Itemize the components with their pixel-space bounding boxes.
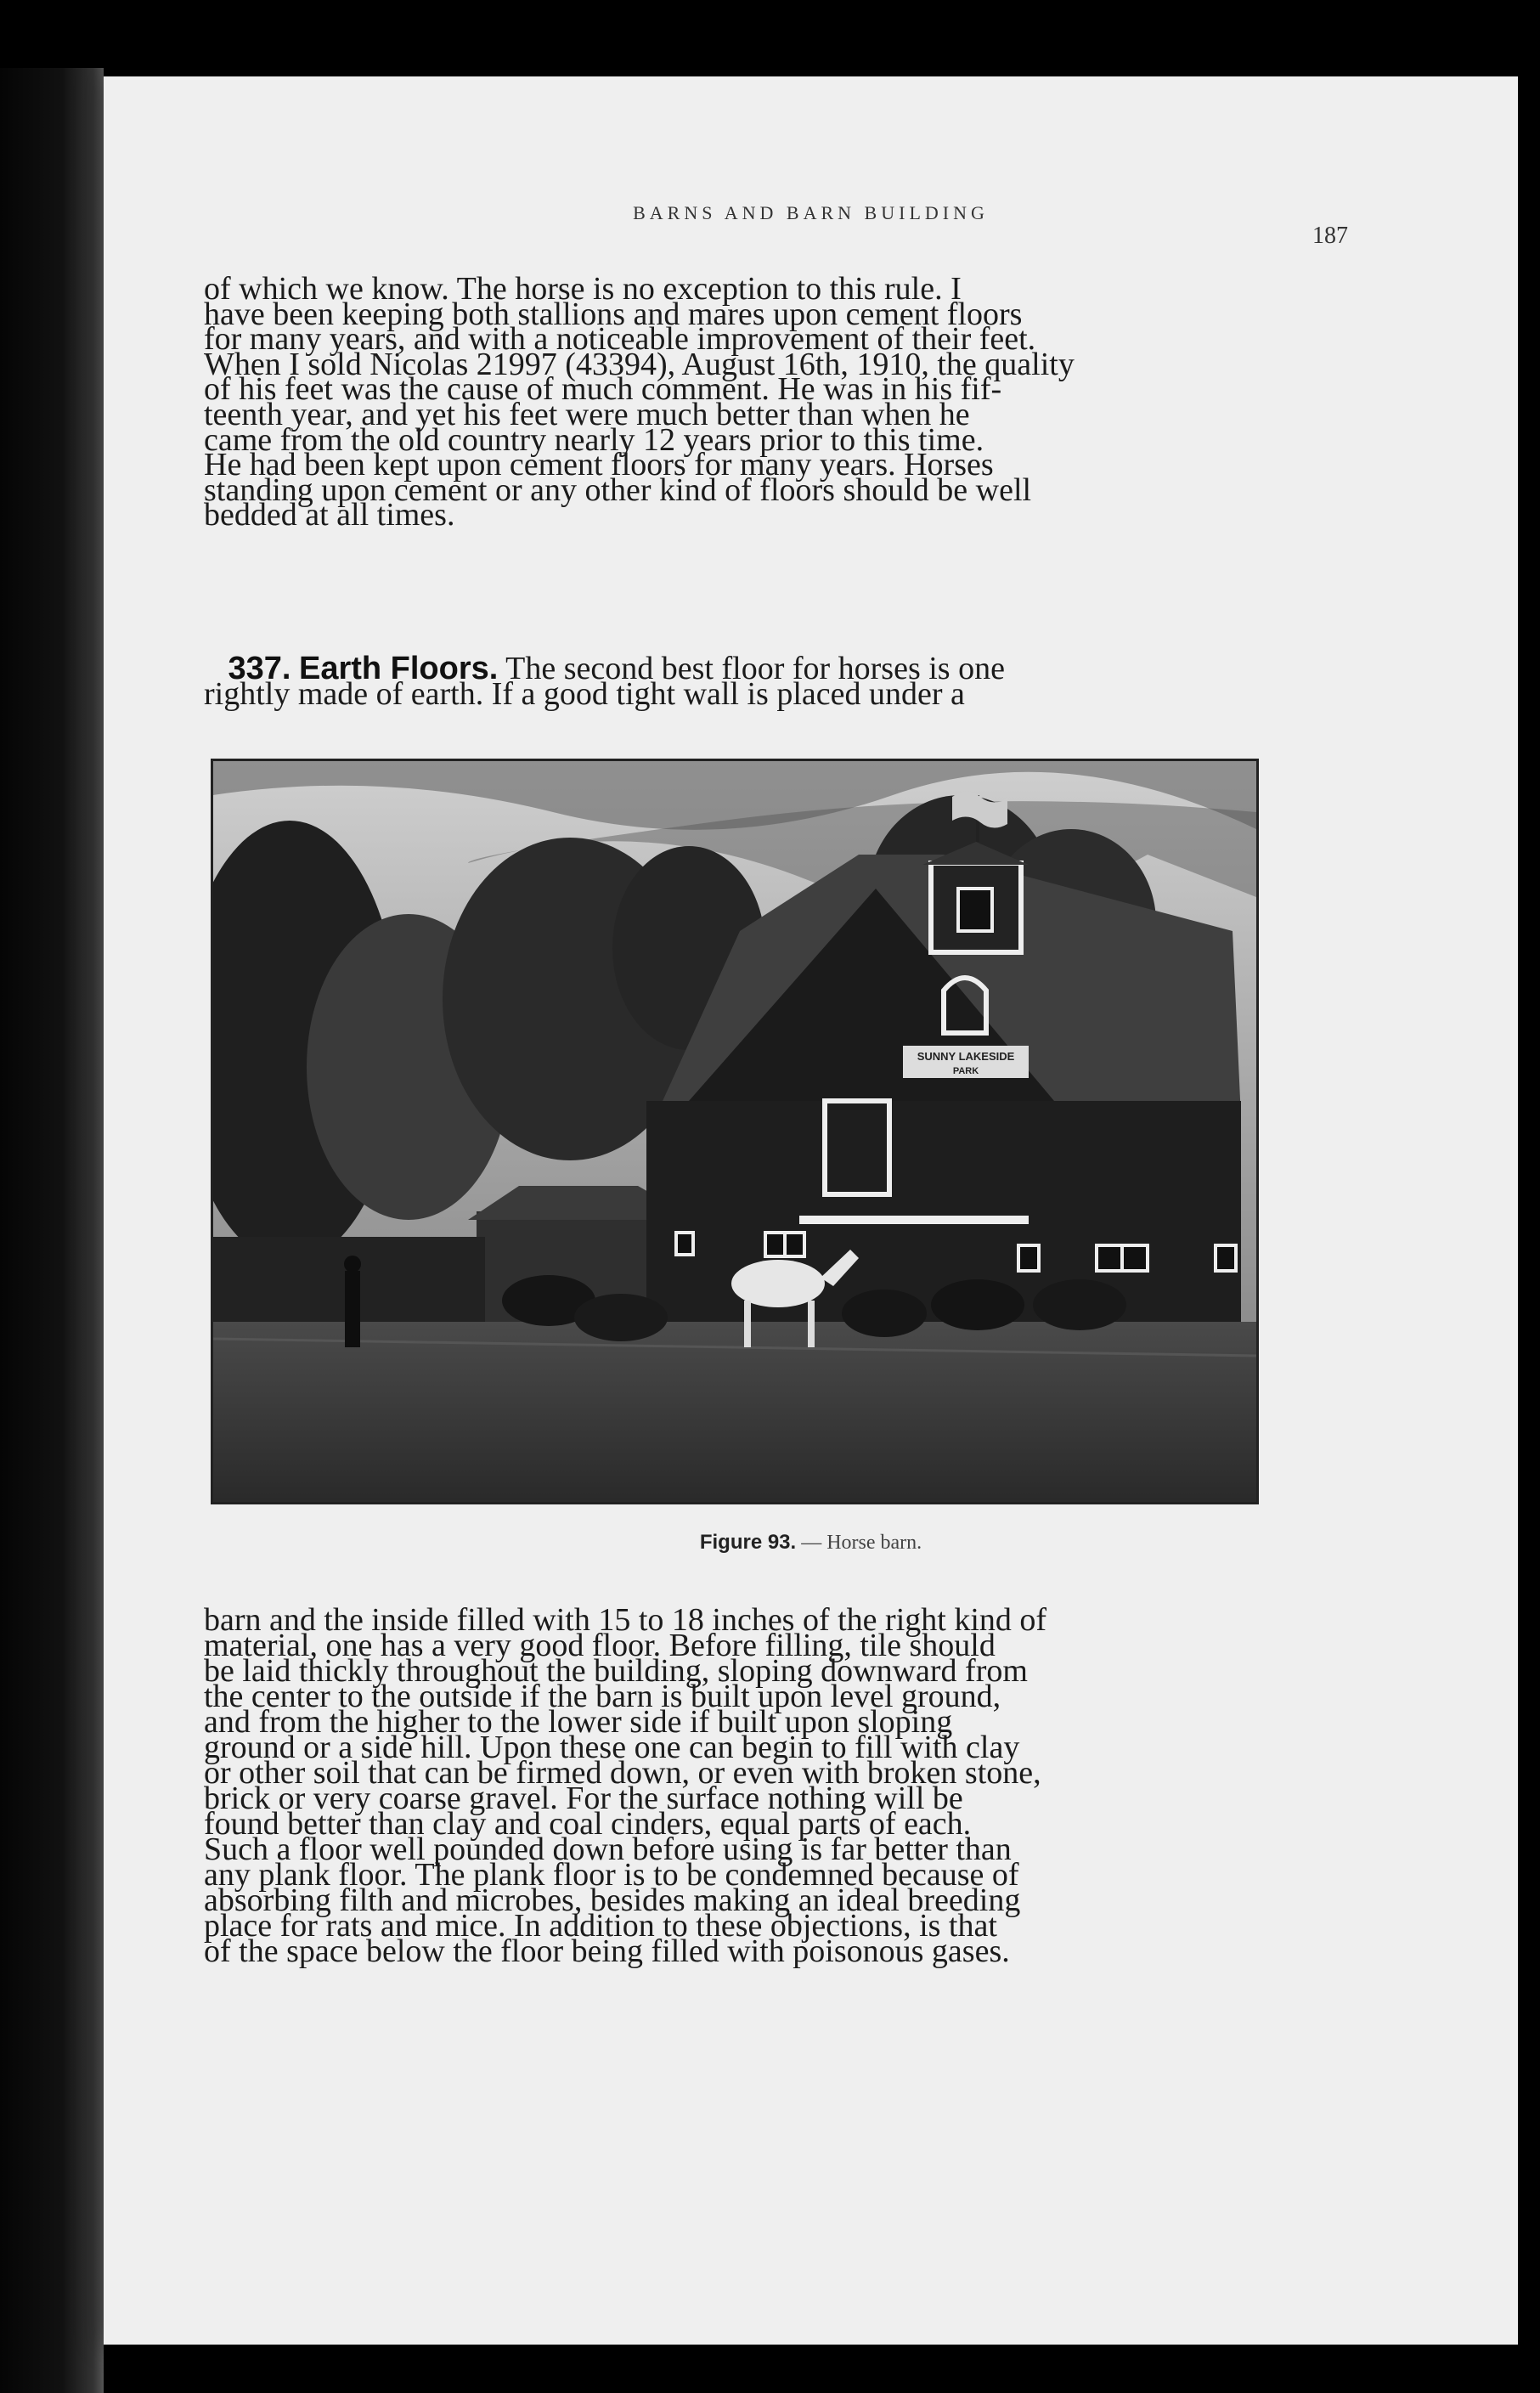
horse bbox=[574, 1294, 668, 1341]
section-earth-floors bbox=[204, 651, 1402, 712]
barn-window bbox=[1018, 1245, 1039, 1271]
text-line: for many years, and with a noticeable improvement of their feet. bbox=[204, 321, 1036, 358]
paragraph-cement-floors bbox=[204, 271, 1402, 533]
white-horse-leg bbox=[808, 1301, 815, 1347]
sign-text: PARK bbox=[952, 1066, 979, 1076]
text-line: any plank floor. The plank floor is to be condemned because of bbox=[204, 1857, 1019, 1893]
person bbox=[344, 1256, 361, 1273]
text-line: place for rats and mice. In addition to these objections, is that bbox=[204, 1908, 997, 1944]
sign-text: SUNNY LAKESIDE bbox=[917, 1050, 1015, 1063]
white-horse-leg bbox=[744, 1301, 751, 1347]
horse bbox=[1033, 1279, 1126, 1330]
text-line: found better than clay and coal cinders, equal parts of each. bbox=[204, 1806, 972, 1842]
text-line: barn and the inside filled with 15 to 18 inches of the right kind of bbox=[204, 1602, 1047, 1638]
text-line: brick or very coarse gravel. For the surface nothing will be bbox=[204, 1781, 963, 1816]
barn-window bbox=[676, 1233, 693, 1255]
cupola-window bbox=[958, 889, 992, 931]
paragraph-earth-floor-construction bbox=[204, 1602, 1402, 1969]
text-line: came from the old country nearly 12 years prior to this time. bbox=[204, 421, 984, 458]
horse bbox=[931, 1279, 1024, 1330]
text-line: the center to the outside if the barn is built upon level ground, bbox=[204, 1679, 1001, 1714]
white-horse bbox=[731, 1260, 825, 1307]
book-page bbox=[104, 76, 1518, 2345]
left-page-edge bbox=[0, 68, 104, 2393]
page-number: 187 bbox=[1312, 223, 1348, 249]
text-line: and from the higher to the lower side if built upon sloping bbox=[204, 1704, 953, 1740]
text-line: standing upon cement or any other kind of floors should be well bbox=[204, 471, 1032, 508]
section-intro: The second best floor for horses is one bbox=[505, 651, 1005, 686]
text-line: When I sold Nicolas 21997 (43394), August 16th, 1910, the quality bbox=[204, 346, 1075, 382]
text-line: material, one has a very good floor. Before filling, tile should bbox=[204, 1628, 996, 1663]
text-line: or other soil that can be firmed down, or even with broken stone, bbox=[204, 1755, 1041, 1791]
running-title: BARNS AND BARN BUILDING bbox=[633, 202, 989, 223]
caption-text: Horse barn. bbox=[826, 1532, 922, 1554]
text-line: bedded at all times. bbox=[204, 497, 455, 533]
barn-photo-illustration bbox=[213, 761, 1256, 1502]
text-line: rightly made of earth. If a good tight wall is placed under a bbox=[204, 675, 965, 712]
text-line: be laid thickly throughout the building, sloping downward from bbox=[204, 1653, 1028, 1689]
person bbox=[345, 1271, 360, 1347]
text-line: absorbing filth and microbes, besides making an ideal breeding bbox=[204, 1882, 1021, 1918]
caption-dash: — bbox=[801, 1532, 827, 1554]
figure-label: Figure 93. bbox=[699, 1531, 797, 1554]
horse bbox=[842, 1290, 927, 1337]
section-title: Earth Floors. bbox=[298, 651, 499, 686]
text-line: of which we know. The horse is no exception to this rule. I bbox=[204, 271, 962, 307]
barn-window bbox=[1216, 1245, 1236, 1271]
text-line: of his feet was the cause of much comment. He was in his fif- bbox=[204, 371, 1002, 408]
text-line: have been keeping both stallions and mares upon cement floors bbox=[204, 296, 1023, 332]
text-line: Such a floor well pounded down before using is far better than bbox=[204, 1831, 1012, 1867]
text-line: of the space below the floor being filled with poisonous gases. bbox=[204, 1933, 1010, 1969]
figure-caption bbox=[104, 1531, 1518, 1555]
text-line: teenth year, and yet his feet were much better than when he bbox=[204, 396, 970, 432]
section-number: 337. bbox=[228, 651, 291, 686]
ground bbox=[213, 1322, 1256, 1502]
horse-barn-photo bbox=[211, 759, 1259, 1504]
text-line: ground or a side hill. Upon these one can begin to fill with clay bbox=[204, 1730, 1020, 1765]
text-line: He had been kept upon cement floors for many years. Horses bbox=[204, 447, 994, 483]
